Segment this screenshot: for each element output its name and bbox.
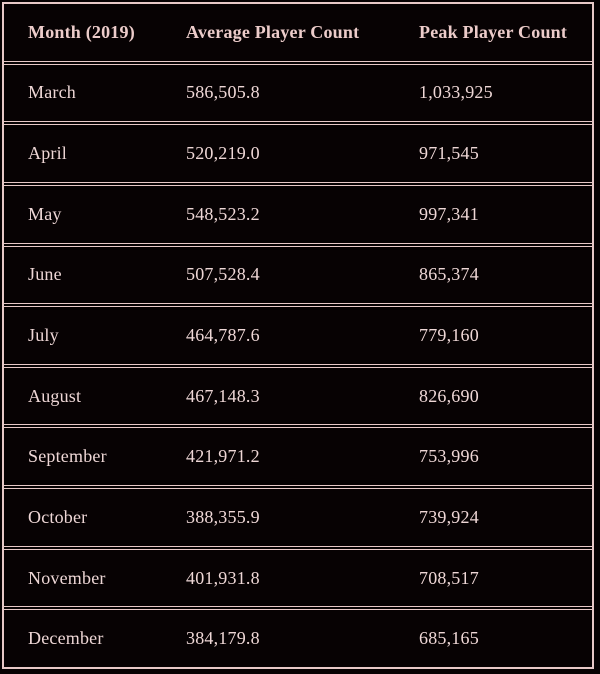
- peak-player-count-cell: 997,341: [419, 203, 479, 224]
- column-header-average-player-count: Average Player Count: [186, 21, 360, 42]
- month-cell: August: [28, 385, 82, 406]
- month-cell: November: [28, 567, 106, 588]
- table-row: [4, 64, 592, 123]
- peak-player-count-cell: 865,374: [419, 264, 479, 285]
- average-player-count-cell: 507,528.4: [186, 264, 260, 285]
- average-player-count-cell: 388,355.9: [186, 506, 260, 527]
- player-count-table: [2, 2, 594, 669]
- peak-player-count-cell: 753,996: [419, 446, 479, 467]
- average-player-count-cell: 421,971.2: [186, 446, 260, 467]
- peak-player-count-cell: 779,160: [419, 325, 479, 346]
- month-cell: April: [28, 143, 67, 164]
- peak-player-count-cell: 971,545: [419, 143, 479, 164]
- month-cell: December: [28, 628, 104, 649]
- peak-player-count-cell: 708,517: [419, 567, 479, 588]
- table-row: [4, 306, 592, 365]
- month-cell: May: [28, 203, 62, 224]
- column-header-month: Month (2019): [28, 21, 135, 42]
- table-row: [4, 124, 592, 183]
- month-cell: July: [28, 325, 59, 346]
- average-player-count-cell: 467,148.3: [186, 385, 260, 406]
- table-row: [4, 549, 592, 608]
- average-player-count-cell: 548,523.2: [186, 203, 260, 224]
- month-cell: March: [28, 82, 76, 103]
- table-row: [4, 246, 592, 305]
- peak-player-count-cell: 1,033,925: [419, 82, 493, 103]
- table-header-row: [4, 4, 592, 62]
- month-cell: October: [28, 506, 88, 527]
- table-row: [4, 185, 592, 244]
- peak-player-count-cell: 685,165: [419, 628, 479, 649]
- average-player-count-cell: 401,931.8: [186, 567, 260, 588]
- average-player-count-cell: 520,219.0: [186, 143, 260, 164]
- table-row: [4, 488, 592, 547]
- average-player-count-cell: 586,505.8: [186, 82, 260, 103]
- column-header-peak-player-count: Peak Player Count: [419, 21, 568, 42]
- peak-player-count-cell: 739,924: [419, 506, 479, 527]
- table-row: [4, 367, 592, 426]
- average-player-count-cell: 384,179.8: [186, 628, 260, 649]
- month-cell: June: [28, 264, 62, 285]
- peak-player-count-cell: 826,690: [419, 385, 479, 406]
- month-cell: September: [28, 446, 107, 467]
- table-row: [4, 609, 592, 667]
- average-player-count-cell: 464,787.6: [186, 325, 260, 346]
- table-row: [4, 427, 592, 486]
